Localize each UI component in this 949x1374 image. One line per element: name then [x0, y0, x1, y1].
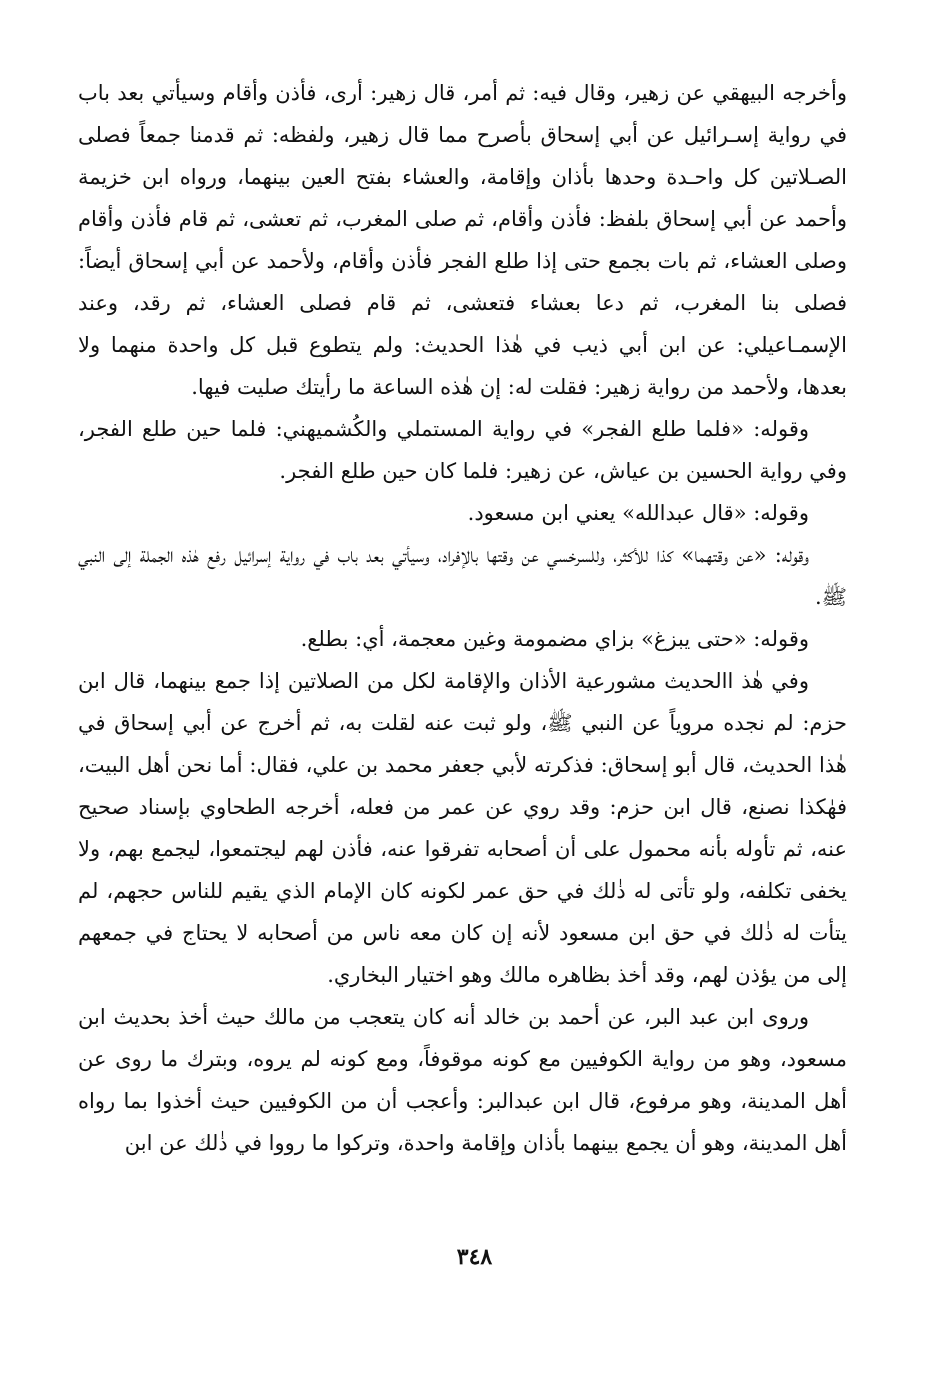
paragraph-2: وقوله: «فلما طلع الفجر» في رواية المستملي والكُشميهني: فلما حين طلع الفجر، وفي رواية الحسين بن عياش، عن زهير: فلما كان حين طلع الفجر. [78, 417, 847, 483]
paragraph-1: وأخرجه البيهقي عن زهير، وقال فيه: ثم أمر، قال زهير: أرى، فأذن وأقام وسيأتي بعد باب في رواية إسـرائيل عن أبي إسحاق بأصرح مما قال زهير، ولفظه: ثم قدمنا جمعاً فصلى الصـلاتين كل واحـدة وحدها بأذان وإقامة، والعشاء بفتح العين بينهما، ورواه ابن خزيمة وأحمد عن أبي إسحاق بلفظ: فأذن وأقام، ثم صلى المغرب، ثم تعشى، ثم قام فأذن وأقام وصلى العشاء، ثم بات بجمع حتى إذا طلع الفجر فأذن وأقام، ولأحمد عن أبي إسحاق أيضاً: فصلى بنا المغرب، ثم دعا بعشاء فتعشى، ثم قام فصلى العشاء، ثم رقد، وعند الإسمـاعيلي: عن ابن أبي ذيب في هٰذا الحديث: ولم يتطوع قبل كل واحدة منهما ولا بعدها، ولأحمد من رواية زهير: فقلت له: إن هٰذه الساعة ما رأيتك صليت فيها. [78, 81, 847, 399]
paragraph-7: وروى ابن عبد البر، عن أحمد بن خالد أنه كان يتعجب من مالك حيث أخذ بحديث ابن مسعود، وهو من رواية الكوفيين مع كونه موقوفاً، ومع كونه لم يروه، وبترك ما روى عن أهل المدينة، وهو مرفوع، قال ابن عبدالبر: وأعجب أن من الكوفيين حيث أخذوا بما رواه أهل المدينة، وهو أن يجمع بينهما بأذان وإقامة واحدة، وتركوا ما رووا في ذٰلك عن ابن [78, 1005, 847, 1155]
paragraph-5: وقوله: «حتى يبزغ» بزاي مضمومة وغين معجمة، أي: بطلع. [300, 627, 809, 651]
paragraph-3: وقوله: «قال عبدالله» يعني ابن مسعود. [467, 501, 809, 525]
paragraph-4: وقوله: «عن وقتهما» كذا للأكثر، وللسرخسي عن وقتها بالإفراد، وسيأتي بعد باب في رواية إسرائيل رفع هٰذه الجملة إلى النبي ﷺ. [78, 543, 847, 609]
page-number: ٣٤٨ [456, 1244, 493, 1270]
body-text [78, 72, 847, 1164]
paragraph-6: وفي هٰذ االحديث مشورعية الأذان والإقامة لكل من الصلاتين إذا جمع بينهما، قال ابن حزم: لم نجده مروياً عن النبي ﷺ، ولو ثبت عنه لقلت به، ثم أخرج عن أبي إسحاق في هٰذا الحديث، قال أبو إسحاق: فذكرته لأبي جعفر محمد بن علي، فقال: أما نحن أهل البيت، فهٰكذا نصنع، قال ابن حزم: وقد روي عن عمر من فعله، أخرجه الطحاوي بإسناد صحيح عنه، ثم تأوله بأنه محمول على أن أصحابه تفرقوا عنه، فأذن لهم ليجتمعوا، ليجمع بهم، ولا يخفى تكلفه، ولو تأتى له ذٰلك في حق عمر لكونه كان الإمام الذي يقيم للناس حجهم، لم يتأت له ذٰلك في حق ابن مسعود لأنه إن كان معه ناس من أصحابه لا يحتاج في جمعهم إلى من يؤذن لهم، وقد أخذ بظاهره مالك وهو اختيار البخاري. [78, 669, 847, 987]
